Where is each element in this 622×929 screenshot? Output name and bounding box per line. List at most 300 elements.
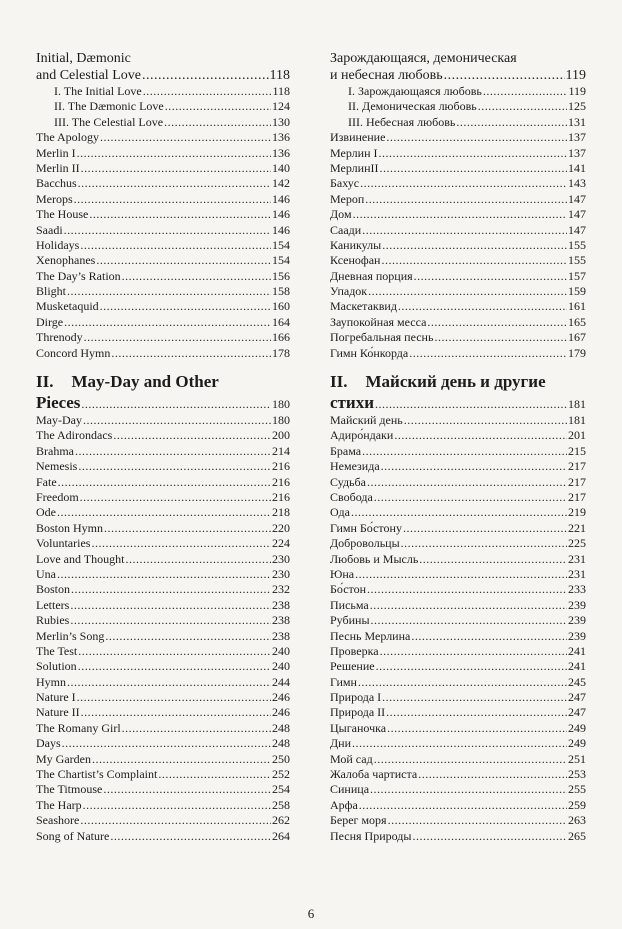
entry-page: 160 <box>272 299 290 314</box>
entry-page: 161 <box>568 299 586 314</box>
dot-leader <box>89 207 271 222</box>
entry-title: Синица <box>330 782 370 797</box>
toc-entry <box>36 161 290 176</box>
dot-leader <box>352 736 567 751</box>
toc-entry <box>330 659 586 674</box>
dot-leader <box>374 490 567 505</box>
toc-entry <box>36 582 290 597</box>
entry-page: 217 <box>568 459 586 474</box>
dot-leader <box>58 475 271 490</box>
entry-page: 230 <box>272 551 290 566</box>
toc-entry <box>36 659 290 674</box>
entry-title: Брама <box>330 443 362 458</box>
dot-leader <box>362 444 567 459</box>
toc-entry <box>330 813 586 828</box>
toc-entry <box>36 146 290 161</box>
dot-leader <box>80 490 271 505</box>
dot-leader <box>111 346 271 361</box>
dot-leader <box>401 536 567 551</box>
toc-entry <box>330 752 586 767</box>
dot-leader <box>381 253 567 268</box>
dot-leader <box>78 459 271 474</box>
section-number: II. <box>330 372 348 392</box>
entry-page: 147 <box>568 222 586 237</box>
entry-title: and Celestial Love <box>36 68 141 83</box>
dot-leader <box>376 659 567 674</box>
section-heading-entry <box>330 393 586 413</box>
toc-lead-line: Зарождающаяся, демоническая <box>330 51 517 66</box>
dot-leader <box>411 629 567 644</box>
toc-entry <box>330 475 586 490</box>
entry-page: 258 <box>272 797 290 812</box>
dot-leader <box>75 444 271 459</box>
entry-page: 181 <box>568 413 586 428</box>
entry-page: 136 <box>272 145 290 160</box>
entry-title: Rubies <box>36 613 70 628</box>
entry-title: Добровольцы <box>330 536 400 551</box>
dot-leader <box>387 721 567 736</box>
dot-leader <box>419 552 567 567</box>
toc-entry <box>36 705 290 720</box>
entry-title: Fate <box>36 474 57 489</box>
entry-page: 179 <box>568 345 586 360</box>
entry-page: 252 <box>272 767 290 782</box>
entry-title: May-Day <box>36 413 82 428</box>
entry-page: 154 <box>272 253 290 268</box>
dot-leader <box>71 582 271 597</box>
section-title: May-Day and Other <box>71 372 219 392</box>
entry-page: 224 <box>272 536 290 551</box>
entry-title: Бо́стон <box>330 582 367 597</box>
entry-page: 214 <box>272 443 290 458</box>
entry-page: 248 <box>272 720 290 735</box>
toc-subentries <box>330 84 586 130</box>
toc-entry <box>330 284 586 299</box>
entry-page: 244 <box>272 674 290 689</box>
section-heading <box>36 371 290 393</box>
toc-entry <box>330 253 586 268</box>
dot-leader <box>367 475 567 490</box>
entry-page: 136 <box>272 130 290 145</box>
entry-page: 143 <box>568 176 586 191</box>
toc-column-russian <box>330 50 586 844</box>
entry-title: Погребальная песнь <box>330 330 434 345</box>
toc-entry <box>36 99 290 114</box>
toc-entry <box>330 161 586 176</box>
toc-entry <box>330 315 586 330</box>
entry-title: Freedom <box>36 489 79 504</box>
entry-page: 231 <box>568 566 586 581</box>
toc-entry <box>36 690 290 705</box>
entry-title: I. Зарождающаяся любовь <box>348 84 482 98</box>
dot-leader <box>84 330 271 345</box>
dot-leader <box>67 284 271 299</box>
entry-page: 146 <box>272 207 290 222</box>
entry-title: Solution <box>36 659 77 674</box>
entry-title: Dirge <box>36 314 64 329</box>
toc-entry <box>330 99 586 114</box>
dot-leader <box>382 690 567 705</box>
entry-page: 157 <box>568 268 586 283</box>
entry-page: 146 <box>272 222 290 237</box>
toc-entry <box>36 536 290 551</box>
dot-leader <box>96 253 271 268</box>
entry-title: Boston <box>36 582 71 597</box>
entry-title: The Titmouse <box>36 782 103 797</box>
entry-title: Майский день <box>330 413 403 428</box>
dot-leader <box>158 767 271 782</box>
toc-entry <box>330 521 586 536</box>
entry-page: 221 <box>568 520 586 535</box>
dot-leader <box>370 782 567 797</box>
entry-title: Days <box>36 736 61 751</box>
entry-title: Brahma <box>36 443 74 458</box>
entry-page: 239 <box>568 628 586 643</box>
entry-title: The House <box>36 207 89 222</box>
entry-title: Саади <box>330 222 362 237</box>
dot-leader <box>100 299 271 314</box>
entry-title: Hymn <box>36 674 66 689</box>
dot-leader <box>456 115 567 130</box>
entry-title: Merlin I <box>36 145 76 160</box>
entry-page: 131 <box>568 114 586 129</box>
dot-leader <box>359 798 567 813</box>
dot-leader <box>80 238 271 253</box>
toc-entry <box>330 782 586 797</box>
entry-page: 249 <box>568 736 586 751</box>
dot-leader <box>434 330 567 345</box>
dot-leader <box>78 176 271 191</box>
dot-leader <box>394 428 567 443</box>
entry-title: Жалоба чартиста <box>330 767 418 782</box>
toc-entry <box>330 207 586 222</box>
entry-title: Voluntaries <box>36 536 91 551</box>
entry-page: 165 <box>568 314 586 329</box>
dot-leader <box>92 752 271 767</box>
dot-leader <box>370 598 567 613</box>
toc-entry <box>36 475 290 490</box>
dot-leader <box>77 690 271 705</box>
entry-page: 265 <box>568 828 586 843</box>
entry-title: Ксенофан <box>330 253 381 268</box>
entry-title: Гимн <box>330 674 357 689</box>
dot-leader <box>83 798 271 813</box>
entry-title: Nature I <box>36 690 76 705</box>
dot-leader <box>77 146 271 161</box>
section-page: 180 <box>272 397 290 412</box>
toc-entry <box>330 629 586 644</box>
entry-page: 240 <box>272 643 290 658</box>
toc-entry <box>36 598 290 613</box>
entry-title: Решение <box>330 659 375 674</box>
section-heading <box>330 371 586 393</box>
entry-title: Letters <box>36 597 70 612</box>
toc-entry <box>330 675 586 690</box>
toc-entry <box>330 644 586 659</box>
entry-title: III. Небесная любовь <box>348 114 456 129</box>
toc-entry <box>330 721 586 736</box>
entry-title: Письма <box>330 597 369 612</box>
page-number: 6 <box>307 906 315 921</box>
entry-page: 230 <box>272 566 290 581</box>
dot-leader <box>80 813 271 828</box>
entry-page: 124 <box>272 99 290 114</box>
entry-title: Nature II <box>36 705 80 720</box>
entry-page: 262 <box>272 813 290 828</box>
entry-page: 233 <box>568 582 586 597</box>
entry-title: Дневная порция <box>330 268 413 283</box>
entry-title: III. The Celestial Love <box>54 114 164 129</box>
entry-title: Упадок <box>330 284 368 299</box>
toc-entry <box>36 84 290 99</box>
entry-page: 249 <box>568 720 586 735</box>
toc-entry <box>330 192 586 207</box>
toc-entries <box>330 413 586 844</box>
entry-page: 167 <box>568 330 586 345</box>
entry-page: 159 <box>568 284 586 299</box>
entry-title: Цыганочка <box>330 720 387 735</box>
toc-entry <box>330 459 586 474</box>
dot-leader <box>81 161 271 176</box>
toc-entry <box>36 752 290 767</box>
entry-page: 241 <box>568 659 586 674</box>
entry-title: Мерлин I <box>330 145 378 160</box>
entry-title: My Garden <box>36 751 91 766</box>
dot-leader <box>386 130 567 145</box>
entry-page: 118 <box>272 84 290 98</box>
dot-leader <box>70 598 271 613</box>
entry-page: 238 <box>272 597 290 612</box>
dot-leader <box>104 521 271 536</box>
entry-page: 118 <box>269 68 290 83</box>
entry-page: 263 <box>568 813 586 828</box>
entry-page: 215 <box>568 443 586 458</box>
dot-leader <box>444 67 565 84</box>
toc-entries <box>330 130 586 361</box>
entry-page: 255 <box>568 782 586 797</box>
entry-title: The Test <box>36 643 78 658</box>
entry-page: 246 <box>272 705 290 720</box>
entry-title: Проверка <box>330 643 379 658</box>
entry-title: Nemesis <box>36 459 78 474</box>
dot-leader <box>78 644 271 659</box>
entry-title: Love and Thought <box>36 551 125 566</box>
dot-leader <box>409 346 567 361</box>
toc-entry <box>330 690 586 705</box>
entry-title: Любовь и Мысль <box>330 551 419 566</box>
entry-title: The Apology <box>36 130 99 145</box>
dot-leader <box>483 84 568 99</box>
toc-entry <box>330 598 586 613</box>
entry-page: 248 <box>272 736 290 751</box>
toc-entry <box>36 428 290 443</box>
dot-leader <box>57 567 271 582</box>
toc-entry <box>330 767 586 782</box>
dot-leader <box>412 829 567 844</box>
entry-page: 219 <box>568 505 586 520</box>
toc-entry <box>36 192 290 207</box>
dot-leader <box>478 99 567 114</box>
entry-page: 140 <box>272 160 290 175</box>
section-number: II. <box>36 372 54 392</box>
dot-leader <box>386 705 567 720</box>
entry-page: 154 <box>272 237 290 252</box>
entry-page: 125 <box>568 99 586 114</box>
toc-entry <box>36 782 290 797</box>
toc-entry <box>330 223 586 238</box>
entry-title: I. The Initial Love <box>54 84 142 98</box>
entry-title: Song of Nature <box>36 828 110 843</box>
entry-title: Saadi <box>36 222 63 237</box>
entry-page: 166 <box>272 330 290 345</box>
dot-leader <box>367 582 567 597</box>
toc-entry <box>36 253 290 268</box>
dot-leader <box>100 130 271 145</box>
entry-page: 241 <box>568 643 586 658</box>
entry-title: Xenophanes <box>36 253 96 268</box>
entry-page: 156 <box>272 268 290 283</box>
toc-entry <box>36 459 290 474</box>
toc-entry <box>330 567 586 582</box>
entry-title: Musketaquid <box>36 299 99 314</box>
toc-entry <box>36 115 290 130</box>
toc-entry <box>330 238 586 253</box>
entry-title: The Day’s Ration <box>36 268 121 283</box>
entry-page: 146 <box>272 191 290 206</box>
toc-entry <box>36 330 290 345</box>
entry-title: Гимн Бо́стону <box>330 520 402 535</box>
toc-entry <box>330 299 586 314</box>
dot-leader <box>105 629 271 644</box>
entry-title: II. Демоническая любовь <box>348 99 477 114</box>
entry-title: Песнь Мерлина <box>330 628 411 643</box>
toc-entry <box>36 613 290 628</box>
toc-entry <box>36 644 290 659</box>
toc-entry <box>330 829 586 844</box>
dot-leader <box>164 115 271 130</box>
dot-leader <box>143 84 272 99</box>
toc-entry <box>330 536 586 551</box>
entry-title: Судьба <box>330 474 366 489</box>
toc-entry <box>330 176 586 191</box>
dot-leader <box>64 315 271 330</box>
toc-entry <box>36 207 290 222</box>
dot-leader <box>353 207 567 222</box>
dot-leader <box>142 67 269 84</box>
dot-leader <box>81 394 271 413</box>
entry-title: Природа I <box>330 690 382 705</box>
entry-page: 247 <box>568 705 586 720</box>
entry-title: Песня Природы <box>330 828 412 843</box>
section-heading-entry <box>36 393 290 413</box>
toc-entry <box>330 130 586 145</box>
entry-title: Бахус <box>330 176 360 191</box>
dot-leader <box>78 659 271 674</box>
dot-leader <box>83 413 271 428</box>
toc-entry <box>330 413 586 428</box>
dot-leader <box>74 192 271 207</box>
dot-leader <box>382 238 567 253</box>
toc-entry <box>330 269 586 284</box>
dot-leader <box>64 223 271 238</box>
toc-entry <box>36 269 290 284</box>
toc-entry <box>36 130 290 145</box>
dot-leader <box>113 428 271 443</box>
dot-leader <box>371 613 567 628</box>
toc-entry <box>330 613 586 628</box>
dot-leader <box>427 315 567 330</box>
dot-leader <box>375 394 567 413</box>
toc-entry <box>36 299 290 314</box>
dot-leader <box>380 644 567 659</box>
dot-leader <box>388 813 567 828</box>
dot-leader <box>374 752 567 767</box>
dot-leader <box>122 269 271 284</box>
toc-entry <box>330 444 586 459</box>
toc-lead-entry <box>330 67 586 84</box>
toc-entry <box>36 505 290 520</box>
entry-title: Boston Hymn <box>36 520 104 535</box>
entry-page: 251 <box>568 751 586 766</box>
dot-leader <box>358 675 567 690</box>
toc-entry <box>330 146 586 161</box>
entry-page: 147 <box>568 191 586 206</box>
toc-subentries <box>36 84 290 130</box>
entry-page: 254 <box>272 782 290 797</box>
dot-leader <box>362 223 567 238</box>
dot-leader <box>403 521 567 536</box>
entry-page: 238 <box>272 628 290 643</box>
dot-leader <box>103 782 271 797</box>
toc-column-english <box>36 50 290 844</box>
entry-title: The Romany Girl <box>36 720 121 735</box>
toc-entry <box>330 490 586 505</box>
section-page: 181 <box>568 397 586 412</box>
entry-page: 247 <box>568 690 586 705</box>
entry-page: 164 <box>272 314 290 329</box>
entry-title: Concord Hymn <box>36 345 111 360</box>
toc-entry <box>36 444 290 459</box>
dot-leader <box>110 829 271 844</box>
toc-entry <box>36 629 290 644</box>
entry-title: Holidays <box>36 237 80 252</box>
toc-entry <box>36 490 290 505</box>
dot-leader <box>70 613 271 628</box>
entry-page: 216 <box>272 474 290 489</box>
toc-entry <box>36 521 290 536</box>
toc-entry <box>36 736 290 751</box>
entry-page: 220 <box>272 520 290 535</box>
toc-entry <box>36 552 290 567</box>
toc-entry <box>330 115 586 130</box>
entry-title: Merops <box>36 191 73 206</box>
dot-leader <box>67 675 271 690</box>
toc-entry <box>36 223 290 238</box>
toc-entries <box>36 413 290 844</box>
entry-page: 217 <box>568 489 586 504</box>
entry-page: 158 <box>272 284 290 299</box>
entry-page: 142 <box>272 176 290 191</box>
dot-leader <box>398 299 567 314</box>
dot-leader <box>418 767 567 782</box>
dot-leader <box>380 161 567 176</box>
entry-title: Una <box>36 566 56 581</box>
entry-page: 216 <box>272 489 290 504</box>
entry-title: Маскетаквид <box>330 299 397 314</box>
toc-entry <box>36 238 290 253</box>
toc-entry <box>330 798 586 813</box>
entry-title: Юна <box>330 566 355 581</box>
